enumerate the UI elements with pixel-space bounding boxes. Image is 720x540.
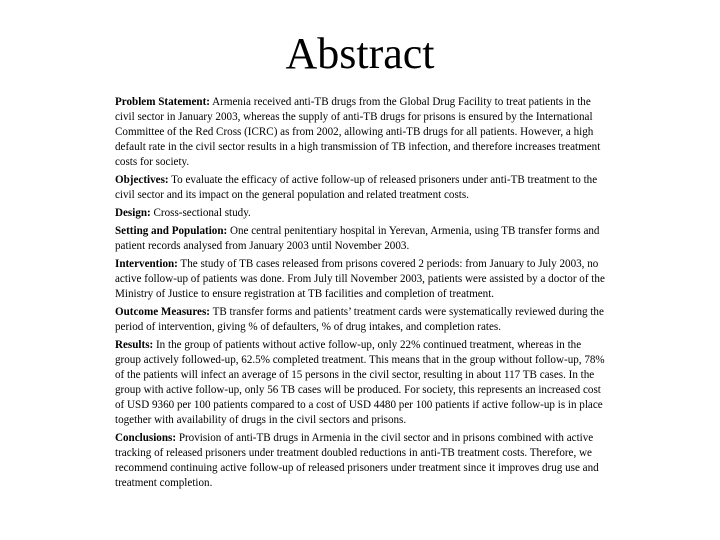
section-setting-population — [115, 224, 605, 254]
section-intervention — [115, 257, 605, 302]
section-text: TB transfer forms and patients’ treatment cards were systematically reviewed during the period of intervention, giving % of defaulters, % of drug intakes, and completion rates. — [115, 306, 604, 333]
section-conclusions — [115, 431, 605, 491]
section-objectives — [115, 173, 605, 203]
section-text: Cross-sectional study. — [150, 207, 251, 219]
section-label: Results: — [115, 339, 154, 351]
section-problem-statement — [115, 95, 605, 170]
section-text: To evaluate the efficacy of active follow-up of released prisoners under anti-TB treatment to the civil sector and its impact on the general population and related treatment costs. — [115, 174, 598, 201]
section-label: Problem Statement: — [115, 96, 210, 108]
section-label: Objectives: — [115, 174, 169, 186]
section-text: Provision of anti-TB drugs in Armenia in the civil sector and in prisons combined with active tracking of released prisoners under treatment doubled reductions in anti-TB treatment costs. Therefore, we recommend continuing active follow-up of released prisoners under treatment since it improves drug use and treatment completion. — [115, 432, 599, 489]
section-label: Setting and Population: — [115, 225, 228, 237]
section-text: The study of TB cases released from prisons covered 2 periods: from January to July 2003, no active follow-up of patients was done. From July till November 2003, patients were assisted by a doctor of the Ministry of Justice to ensure registration at TB facilities and completion of treatment. — [115, 258, 605, 300]
section-results — [115, 338, 605, 428]
section-design — [115, 206, 605, 221]
section-text: In the group of patients without active follow-up, only 22% continued treatment, whereas in the group actively followed-up, 62.5% completed treatment. This means that in the group without follow-up, 78% of the patients will infect an average of 15 persons in the civil sector, resulting in about 117 TB cases. In the group with active follow-up, only 56 TB cases will be produced. For society, this represents an increased cost of USD 9360 per 100 patients compared to a cost of USD 4480 per 100 patients if active follow-up is in place together with availability of drugs in the civil sectors and prisons. — [115, 339, 605, 426]
section-text: One central penitentiary hospital in Yerevan, Armenia, using TB transfer forms and patient records analysed from January 2003 until November 2003. — [115, 225, 600, 252]
abstract-body — [115, 95, 605, 494]
slide-title: Abstract — [285, 29, 435, 78]
section-text: Armenia received anti-TB drugs from the Global Drug Facility to treat patients in the civil sector in January 2003, whereas the supply of anti-TB drugs for prisons is ensured by the International Committee of the Red Cross (ICRC) as from 2002, allowing anti-TB drugs for all patients. However, a high default rate in the civil sector results in a high transmission of TB infection, and therefore increases treatment costs for society. — [115, 96, 601, 168]
section-label: Outcome Measures: — [115, 306, 210, 318]
section-label: Design: — [115, 207, 151, 219]
section-label: Intervention: — [115, 258, 178, 270]
section-label: Conclusions: — [115, 432, 177, 444]
section-outcome-measures — [115, 305, 605, 335]
